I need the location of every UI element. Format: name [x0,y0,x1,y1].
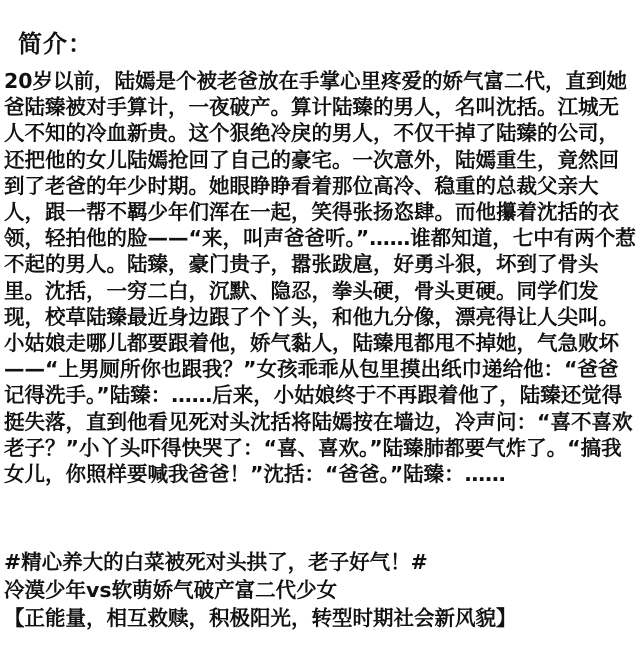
tagline-hashtag: #精心养大的白菜被死对头拱了，老子好气！# [4,550,428,574]
tagline-characters: 冷漠少年vs软萌娇气破产富二代少女 [4,578,338,602]
section-title: 简介： [18,30,93,58]
synopsis-text: 20岁以前，陆嫣是个被老爸放在手掌心里疼爱的娇气富二代，直到她爸陆臻被对手算计，一夜破产。算计陆臻的男人，名叫沈括。江城无人不知的冷血新贵。这个狠绝冷戾的男人，不仅干掉了陆臻的公司，还把他的女儿陆嫣抢回了自己的豪宅。一次意外，陆嫣重生，竟然回到了老爸的年少时期。她眼睁睁看着那位高冷、稳重的总裁父亲大人，跟一帮不羁少年们浑在一起，笑得张扬恣肆。而他攥着沈括的衣领，轻拍他的脸——“来，叫声爸爸听。”……谁都知道，七中有两个惹不起的男人。陆臻，豪门贵子，嚣张跋扈，好勇斗狠，坏到了骨头里。沈括，一穷二白，沉默、隐忍，拳头硬，骨头更硬。同学们发现，校草陆臻最近身边跟了个丫头，和他九分像，漂亮得让人尖叫。小姑娘走哪儿都要跟着他，娇气黏人，陆臻甩都甩不掉她，气急败坏——“上男厕所你也跟我？”女孩乖乖从包里摸出纸巾递给他：“爸爸记得洗手。”陆臻：……后来，小姑娘终于不再跟着他了，陆臻还觉得挺失落，直到他看见死对头沈括将陆嫣按在墙边，冷声问：“喜不喜欢老子？”小丫头吓得快哭了：“喜、喜欢。”陆臻肺都要气炸了。“搞我女儿，你照样要喊我爸爸！”沈括：“爸爸。”陆臻：…… [4,69,636,487]
tagline-themes: 【正能量，相互救赎，积极阳光，转型时期社会新风貌】 [4,606,517,630]
